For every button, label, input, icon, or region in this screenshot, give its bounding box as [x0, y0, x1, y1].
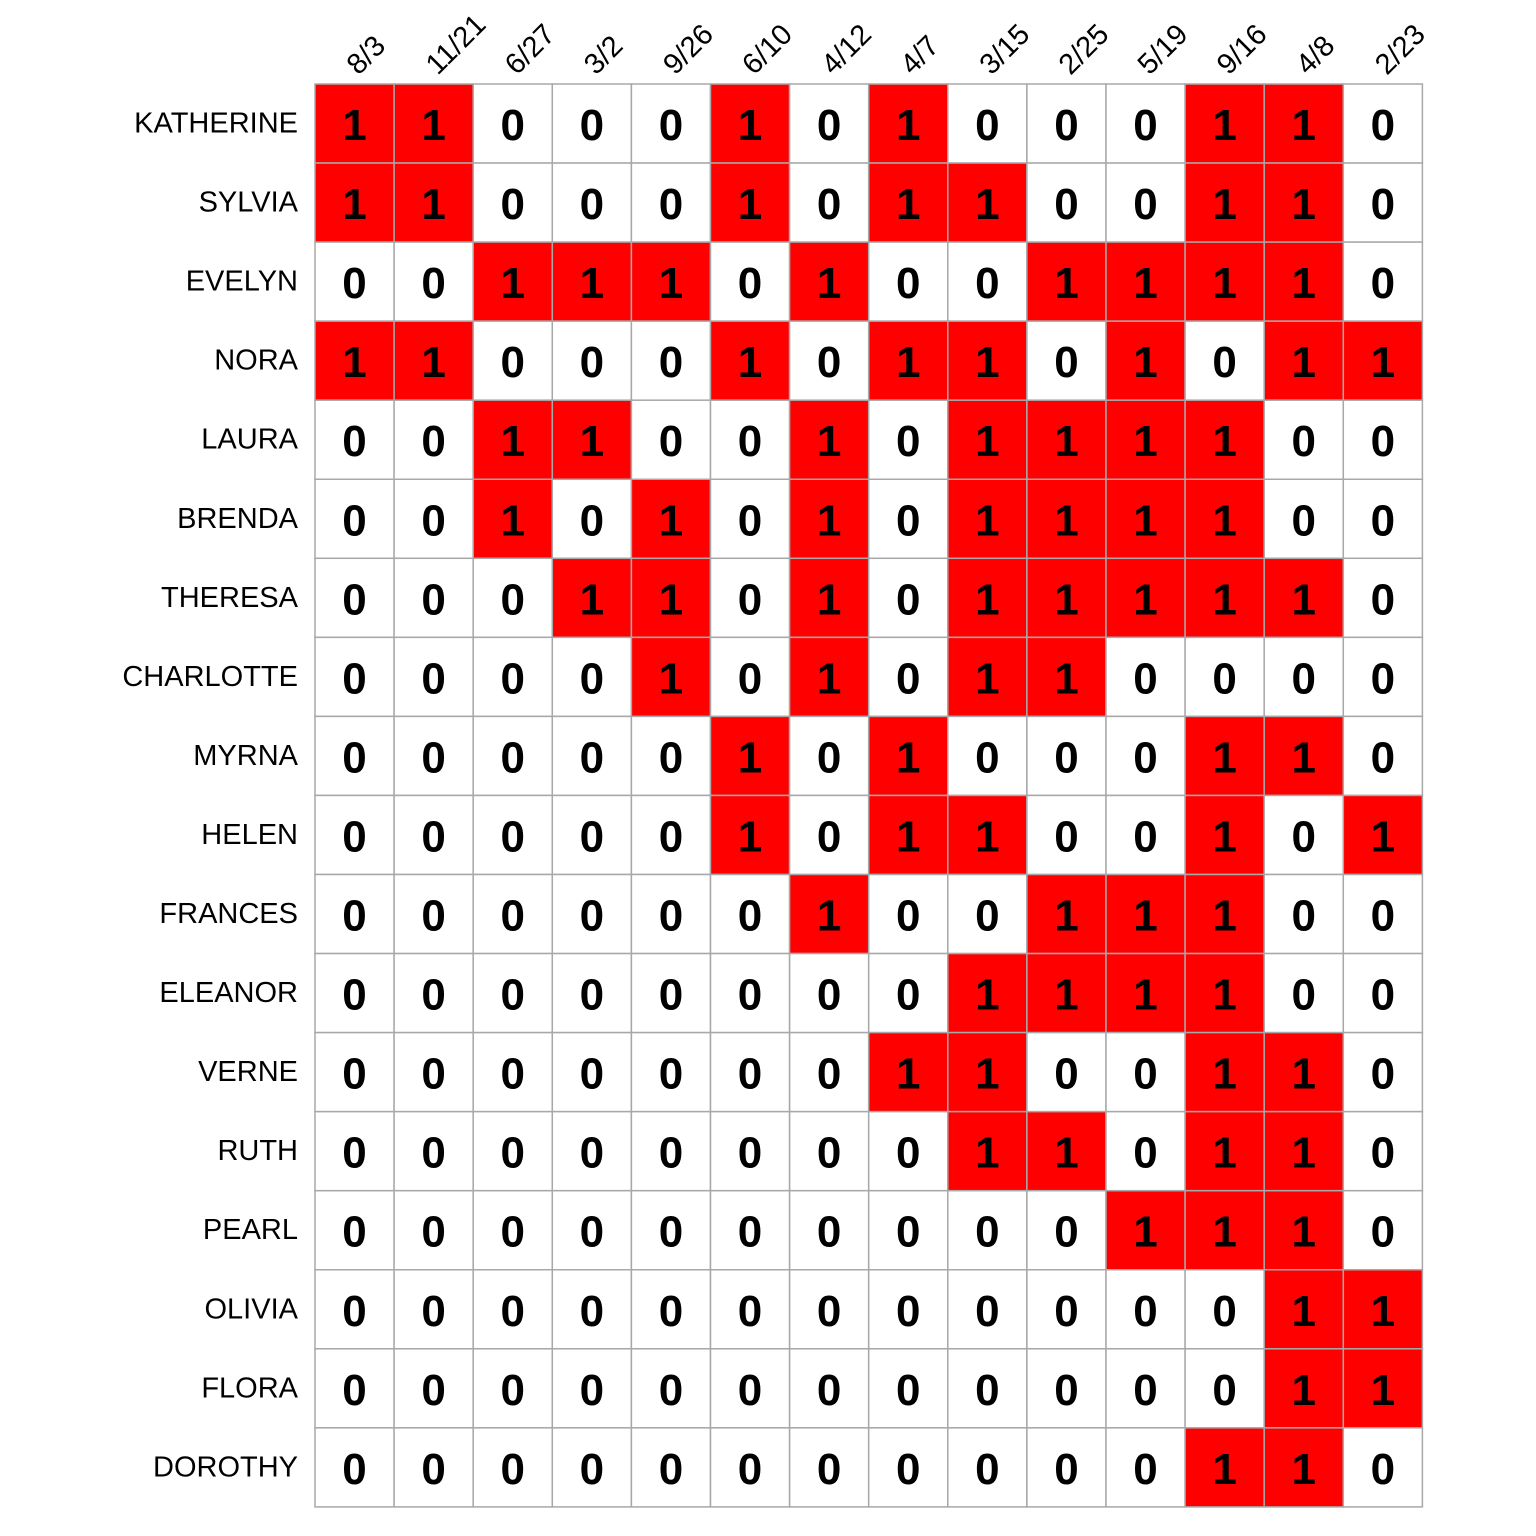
cell-value-label: 1 [1370, 1365, 1396, 1415]
cell-value-label: 1 [421, 338, 446, 388]
cell-value-label: 0 [579, 733, 605, 783]
cell-value-label: 0 [737, 259, 763, 309]
cell-value-label: 0 [1291, 891, 1316, 941]
cell-value-label: 0 [342, 654, 367, 704]
cell-value-label: 1 [500, 417, 525, 467]
cell-value-label: 0 [658, 338, 684, 388]
cell-value-label: 0 [658, 733, 684, 783]
column-label: 5/19 [1131, 18, 1195, 81]
column-labels [341, 9, 1432, 81]
cell-value-label: 1 [421, 101, 446, 151]
column-label: 9/16 [1210, 18, 1274, 81]
cell-value-label: 1 [1054, 654, 1079, 704]
cell-value-label: 0 [816, 1128, 842, 1178]
cell-value-label: 0 [737, 891, 763, 941]
cell-value-label: 0 [579, 970, 605, 1020]
cell-value-label: 0 [421, 1444, 446, 1494]
cell-value-label: 0 [896, 1444, 921, 1494]
cell-value-label: 0 [421, 259, 446, 309]
cell-value-label: 0 [579, 338, 605, 388]
column-label: 8/3 [340, 29, 393, 81]
cell-value-label: 1 [1212, 733, 1237, 783]
cell-value-label: 0 [342, 1286, 367, 1336]
column-label: 11/21 [419, 8, 493, 81]
cell-value-label: 0 [500, 1286, 525, 1336]
cell-value-label: 0 [1054, 812, 1079, 862]
cell-value-label: 1 [737, 733, 763, 783]
cell-value-label: 0 [579, 1365, 605, 1415]
cell-value-label: 1 [975, 180, 1000, 230]
cell-value-label: 1 [1133, 891, 1158, 941]
cell-value-label: 0 [500, 970, 525, 1020]
cell-value-label: 1 [1212, 496, 1237, 546]
cell-value-label: 0 [896, 891, 921, 941]
cell-value-label: 1 [1212, 1444, 1237, 1494]
cell-value-label: 0 [658, 812, 684, 862]
cell-value-label: 0 [737, 1049, 763, 1099]
cell-value-label: 0 [1370, 575, 1396, 625]
row-label: OLIVIA [204, 1293, 298, 1326]
cell-value-label: 0 [737, 575, 763, 625]
cell-value-label: 1 [1133, 1207, 1158, 1257]
cell-value-label: 0 [1133, 1049, 1158, 1099]
cell-value-label: 1 [1212, 1128, 1237, 1178]
column-label: 3/2 [578, 29, 630, 81]
cell-value-label: 0 [658, 1286, 684, 1336]
cell-value-label: 0 [737, 1444, 763, 1494]
cell-value-label: 0 [342, 812, 367, 862]
row-label: PEARL [202, 1214, 298, 1247]
cell-value-label: 1 [816, 496, 842, 546]
cell-value-label: 0 [816, 1207, 842, 1257]
cell-value-label: 1 [1291, 259, 1316, 309]
cell-value-label: 1 [1291, 1365, 1316, 1415]
row-label: HELEN [201, 818, 298, 851]
cell-value-label: 0 [1370, 1049, 1396, 1099]
cell-value-label: 0 [816, 101, 842, 151]
cell-value-label: 0 [500, 733, 525, 783]
cell-value-label: 1 [1291, 575, 1316, 625]
cell-value-label: 1 [816, 259, 842, 309]
cell-value-label: 0 [421, 1365, 446, 1415]
cell-value-label: 0 [1054, 1365, 1079, 1415]
cell-value-label: 0 [342, 417, 367, 467]
cell-value-label: 0 [1054, 1286, 1079, 1336]
cell-value-label: 0 [658, 1444, 684, 1494]
cell-value-label: 1 [1054, 496, 1079, 546]
row-label: THERESA [161, 581, 298, 614]
cell-value-label: 0 [1370, 1207, 1396, 1257]
cell-value-label: 0 [1370, 733, 1396, 783]
cell-value-label: 0 [1291, 970, 1316, 1020]
cell-value-label: 0 [1054, 101, 1079, 151]
row-label: BRENDA [177, 502, 298, 535]
cell-value-label: 1 [1133, 970, 1158, 1020]
cell-value-label: 1 [579, 259, 605, 309]
cell-value-label: 1 [500, 259, 525, 309]
cell-value-label: 1 [896, 733, 921, 783]
cell-value-label: 1 [579, 575, 605, 625]
cell-value-label: 1 [1133, 338, 1158, 388]
cell-value-label: 0 [816, 733, 842, 783]
cell-value-label: 0 [1054, 733, 1079, 783]
cell-value-label: 0 [579, 496, 605, 546]
cell-value-label: 1 [342, 338, 367, 388]
row-label: EVELYN [185, 265, 298, 298]
cell-value-label: 1 [1133, 417, 1158, 467]
cell-value-label: 1 [816, 654, 842, 704]
cell-value-label: 1 [896, 1049, 921, 1099]
cell-value-label: 1 [1133, 496, 1158, 546]
cell-value-label: 1 [342, 180, 367, 230]
cell-value-label: 0 [500, 1207, 525, 1257]
cell-value-label: 1 [1054, 259, 1079, 309]
row-label: VERNE [198, 1056, 298, 1089]
heatmap-cells [315, 84, 1422, 1507]
cell-value-label: 1 [1212, 180, 1237, 230]
cell-value-label: 0 [579, 654, 605, 704]
cell-value-label: 0 [816, 1444, 842, 1494]
cell-value-label: 0 [1054, 1207, 1079, 1257]
cell-value-label: 0 [896, 1365, 921, 1415]
cell-value-label: 1 [1291, 733, 1316, 783]
cell-value-label: 0 [1370, 891, 1396, 941]
cell-value-label: 1 [658, 496, 684, 546]
column-label: 2/23 [1369, 18, 1432, 81]
cell-value-label: 0 [342, 733, 367, 783]
cell-value-label: 0 [658, 891, 684, 941]
cell-value-label: 0 [500, 1128, 525, 1178]
cell-value-label: 0 [816, 1049, 842, 1099]
cell-value-label: 1 [1212, 891, 1237, 941]
cell-value-label: 0 [1133, 1286, 1158, 1336]
cell-value-label: 1 [1212, 970, 1237, 1020]
cell-value-label: 1 [737, 338, 763, 388]
cell-value-label: 1 [1291, 180, 1316, 230]
cell-value-label: 0 [896, 259, 921, 309]
cell-value-label: 1 [1054, 891, 1079, 941]
cell-value-label: 0 [579, 1049, 605, 1099]
cell-value-label: 0 [737, 1286, 763, 1336]
cell-value-label: 0 [1212, 654, 1237, 704]
column-label: 9/26 [657, 18, 720, 81]
cell-value-label: 1 [975, 970, 1000, 1020]
column-label: 6/10 [736, 18, 799, 81]
cell-value-label: 0 [975, 1365, 1000, 1415]
cell-value-label: 0 [737, 970, 763, 1020]
row-label: NORA [214, 344, 298, 377]
cell-value-label: 0 [500, 1444, 525, 1494]
cell-value-label: 0 [816, 338, 842, 388]
cell-value-label: 0 [737, 496, 763, 546]
cell-value-label: 1 [1370, 812, 1396, 862]
cell-value-label: 1 [1212, 575, 1237, 625]
cell-value-label: 0 [421, 1207, 446, 1257]
cell-value-label: 1 [1133, 575, 1158, 625]
cell-value-label: 0 [737, 417, 763, 467]
cell-value-label: 0 [896, 1286, 921, 1336]
cell-value-label: 0 [1212, 338, 1237, 388]
row-label: KATHERINE [134, 107, 298, 140]
cell-value-label: 0 [421, 812, 446, 862]
cell-value-label: 1 [896, 338, 921, 388]
cell-value-label: 1 [1291, 1286, 1316, 1336]
cell-value-label: 0 [896, 970, 921, 1020]
cell-value-label: 0 [500, 654, 525, 704]
row-label: RUTH [217, 1135, 298, 1168]
cell-value-label: 1 [421, 180, 446, 230]
cell-value-label: 0 [1291, 496, 1316, 546]
cell-value-label: 1 [579, 417, 605, 467]
cell-value-label: 1 [1054, 417, 1079, 467]
cell-value-label: 0 [896, 575, 921, 625]
cell-value-label: 0 [342, 1128, 367, 1178]
column-label: 4/12 [815, 18, 879, 81]
cell-value-label: 0 [658, 1049, 684, 1099]
cell-value-label: 0 [342, 1365, 367, 1415]
cell-value-label: 1 [1291, 101, 1316, 151]
cell-value-label: 0 [658, 1207, 684, 1257]
cell-value-label: 0 [975, 101, 1000, 151]
cell-value-label: 0 [658, 101, 684, 151]
cell-value-label: 0 [975, 1444, 1000, 1494]
cell-value-label: 0 [421, 417, 446, 467]
cell-value-label: 0 [1291, 417, 1316, 467]
cell-value-label: 0 [500, 891, 525, 941]
cell-value-label: 0 [1133, 812, 1158, 862]
cell-value-label: 1 [1133, 259, 1158, 309]
cell-value-label: 0 [816, 1365, 842, 1415]
cell-value-label: 1 [816, 891, 842, 941]
cell-value-label: 1 [1212, 101, 1237, 151]
cell-value-label: 0 [579, 1286, 605, 1336]
row-label: FRANCES [159, 898, 298, 931]
cell-value-label: 0 [500, 101, 525, 151]
cell-value-label: 0 [896, 1207, 921, 1257]
cell-value-label: 1 [658, 259, 684, 309]
cell-value-label: 1 [1370, 1286, 1396, 1336]
cell-value-label: 0 [342, 891, 367, 941]
cell-value-label: 0 [737, 1128, 763, 1178]
cell-value-label: 0 [579, 101, 605, 151]
cell-value-label: 0 [1054, 1049, 1079, 1099]
cell-value-label: 0 [1370, 654, 1396, 704]
cell-value-label: 0 [1370, 259, 1396, 309]
column-label: 4/7 [894, 29, 946, 81]
cell-value-label: 0 [579, 891, 605, 941]
cell-value-label: 0 [421, 1049, 446, 1099]
cell-value-label: 0 [1370, 970, 1396, 1020]
cell-value-label: 1 [975, 654, 1000, 704]
cell-value-label: 1 [500, 496, 525, 546]
cell-value-label: 1 [658, 654, 684, 704]
cell-value-label: 0 [342, 496, 367, 546]
cell-value-label: 1 [896, 101, 921, 151]
cell-value-label: 0 [579, 180, 605, 230]
cell-value-label: 0 [1212, 1286, 1237, 1336]
cell-value-label: 0 [342, 970, 367, 1020]
cell-value-label: 1 [975, 575, 1000, 625]
row-label: MYRNA [193, 739, 298, 772]
cell-value-label: 0 [1370, 496, 1396, 546]
cell-value-label: 1 [1054, 575, 1079, 625]
column-label: 2/25 [1052, 18, 1116, 81]
cell-value-label: 0 [421, 496, 446, 546]
cell-value-label: 0 [421, 1286, 446, 1336]
cell-value-label: 0 [579, 1444, 605, 1494]
cell-value-label: 0 [737, 654, 763, 704]
cell-value-label: 0 [1133, 1444, 1158, 1494]
cell-value-label: 0 [1133, 101, 1158, 151]
cell-value-label: 0 [500, 338, 525, 388]
cell-value-label: 0 [500, 812, 525, 862]
cell-value-label: 1 [975, 417, 1000, 467]
cell-value-label: 0 [1212, 1365, 1237, 1415]
cell-value-label: 0 [816, 812, 842, 862]
cell-value-label: 0 [342, 1207, 367, 1257]
cell-value-label: 1 [975, 812, 1000, 862]
cell-value-label: 1 [1291, 338, 1316, 388]
cell-value-label: 0 [500, 1049, 525, 1099]
cell-value-label: 0 [1133, 1128, 1158, 1178]
cell-value-label: 0 [579, 1128, 605, 1178]
cell-value-label: 1 [1291, 1207, 1316, 1257]
cell-value-label: 1 [896, 812, 921, 862]
cell-value-label: 1 [975, 1049, 1000, 1099]
cell-value-label: 0 [975, 891, 1000, 941]
cell-value-label: 0 [816, 1286, 842, 1336]
cell-value-label: 0 [896, 1128, 921, 1178]
cell-value-label: 0 [1054, 180, 1079, 230]
cell-value-label: 1 [1370, 338, 1396, 388]
cell-value-label: 1 [1054, 1128, 1079, 1178]
cell-value-label: 0 [1133, 733, 1158, 783]
row-label: SYLVIA [198, 186, 298, 219]
cell-value-label: 0 [1370, 417, 1396, 467]
cell-value-label: 0 [1291, 812, 1316, 862]
cell-value-label: 0 [1370, 1128, 1396, 1178]
cell-value-label: 1 [1291, 1049, 1316, 1099]
cell-value-label: 0 [816, 970, 842, 1020]
cell-value-label: 0 [1370, 1444, 1396, 1494]
cell-value-label: 1 [975, 496, 1000, 546]
cell-value-label: 1 [1212, 1207, 1237, 1257]
cell-value-label: 0 [1133, 654, 1158, 704]
cell-value-label: 0 [975, 1207, 1000, 1257]
cell-value-label: 1 [975, 1128, 1000, 1178]
cell-value-label: 1 [1291, 1128, 1316, 1178]
cell-value-label: 0 [1054, 338, 1079, 388]
column-label: 4/8 [1290, 29, 1342, 81]
cell-value-label: 1 [737, 812, 763, 862]
cell-value-label: 0 [658, 1365, 684, 1415]
row-label: ELEANOR [159, 977, 298, 1010]
cell-value-label: 0 [500, 180, 525, 230]
cell-value-label: 0 [1370, 101, 1396, 151]
cell-value-label: 0 [658, 970, 684, 1020]
cell-value-label: 0 [421, 891, 446, 941]
cell-value-label: 1 [1291, 1444, 1316, 1494]
cell-value-label: 0 [896, 496, 921, 546]
cell-value-label: 1 [1054, 970, 1079, 1020]
cell-value-label: 1 [1212, 259, 1237, 309]
cell-value-label: 0 [500, 575, 525, 625]
cell-value-label: 0 [737, 1207, 763, 1257]
cell-value-label: 1 [342, 101, 367, 151]
cell-value-label: 0 [1133, 1365, 1158, 1415]
cell-value-label: 0 [342, 259, 367, 309]
cell-value-label: 0 [737, 1365, 763, 1415]
column-label: 6/27 [499, 18, 562, 81]
cell-value-label: 0 [421, 733, 446, 783]
cell-value-label: 0 [975, 1286, 1000, 1336]
column-label: 3/15 [973, 18, 1037, 81]
cell-value-label: 0 [1291, 654, 1316, 704]
cell-value-label: 0 [975, 733, 1000, 783]
cell-value-label: 0 [342, 1049, 367, 1099]
cell-value-label: 0 [975, 259, 1000, 309]
cell-value-label: 1 [737, 180, 763, 230]
cell-value-label: 1 [737, 101, 763, 151]
cell-value-label: 0 [658, 1128, 684, 1178]
cell-value-label: 0 [1054, 1444, 1079, 1494]
cell-value-label: 0 [421, 970, 446, 1020]
cell-value-label: 0 [896, 417, 921, 467]
cell-value-label: 1 [816, 417, 842, 467]
row-label: DOROTHY [153, 1451, 298, 1484]
cell-value-label: 0 [421, 575, 446, 625]
cell-value-label: 0 [816, 180, 842, 230]
cell-value-label: 1 [816, 575, 842, 625]
cell-value-label: 0 [658, 417, 684, 467]
cell-value-label: 0 [658, 180, 684, 230]
cell-value-label: 0 [896, 654, 921, 704]
cell-value-label: 0 [579, 812, 605, 862]
cell-value-label: 0 [579, 1207, 605, 1257]
cell-value-label: 0 [421, 654, 446, 704]
cell-value-label: 1 [1212, 417, 1237, 467]
cell-value-label: 0 [500, 1365, 525, 1415]
cell-value-label: 0 [1133, 180, 1158, 230]
cell-value-label: 1 [658, 575, 684, 625]
row-label: CHARLOTTE [122, 660, 298, 693]
cell-value-label: 0 [342, 1444, 367, 1494]
cell-value-label: 0 [1370, 180, 1396, 230]
row-label: FLORA [201, 1372, 298, 1405]
cell-value-label: 1 [975, 338, 1000, 388]
row-labels [122, 108, 298, 1484]
row-label: LAURA [201, 423, 298, 456]
cell-value-label: 1 [896, 180, 921, 230]
cell-value-label: 1 [1212, 1049, 1237, 1099]
cell-value-label: 0 [342, 575, 367, 625]
cell-value-label: 1 [1212, 812, 1237, 862]
cell-value-label: 0 [421, 1128, 446, 1178]
